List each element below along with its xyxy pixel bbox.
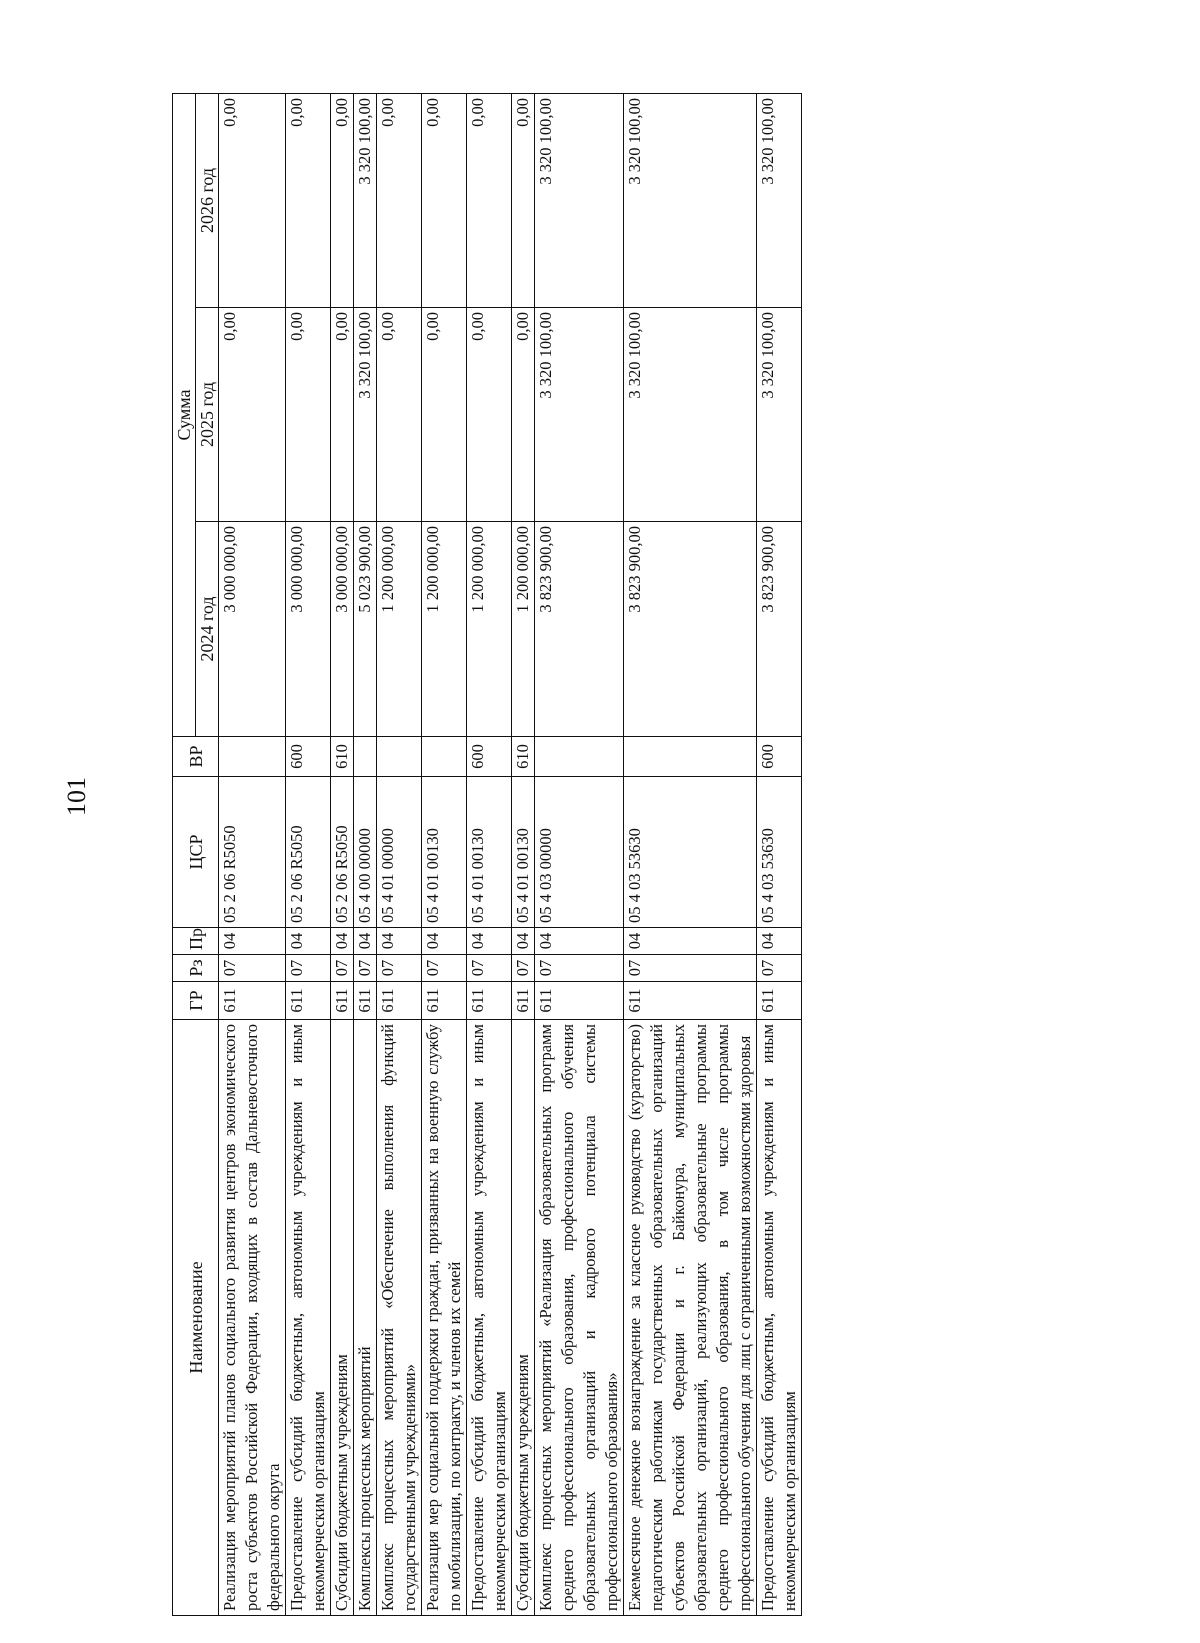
table-row xyxy=(331,93,354,1615)
row-sum-2024: 1 200 000,00 xyxy=(467,522,512,737)
row-vr xyxy=(219,737,286,777)
row-sum-2026: 3 320 100,00 xyxy=(757,93,802,307)
row-csr: 05 4 03 53630 xyxy=(624,777,757,928)
row-gr: 611 xyxy=(512,982,535,1020)
header-year-2026: 2026 год xyxy=(196,93,219,307)
row-vr: 610 xyxy=(512,737,535,777)
row-sum-2026: 0,00 xyxy=(331,93,354,307)
row-gr: 611 xyxy=(219,982,286,1020)
row-gr: 611 xyxy=(422,982,467,1020)
row-name: Предоставление субсидий бюджетным, автономным учреждениям и иным некоммерческим организациям xyxy=(467,1020,512,1616)
row-name: Субсидии бюджетным учреждениям xyxy=(512,1020,535,1616)
row-vr xyxy=(535,737,624,777)
row-sum-2026: 3 320 100,00 xyxy=(535,93,624,307)
budget-table xyxy=(172,93,802,1616)
table-row xyxy=(535,93,624,1615)
row-sum-2026: 0,00 xyxy=(219,93,286,307)
row-sum-2026: 3 320 100,00 xyxy=(354,93,377,307)
row-pr: 04 xyxy=(757,928,802,955)
row-pr: 04 xyxy=(467,928,512,955)
header-year-2024: 2024 год xyxy=(196,522,219,737)
row-pr: 04 xyxy=(331,928,354,955)
row-sum-2025: 0,00 xyxy=(219,308,286,522)
row-rz: 07 xyxy=(757,955,802,982)
row-gr: 611 xyxy=(624,982,757,1020)
row-sum-2025: 0,00 xyxy=(512,308,535,522)
row-sum-2026: 0,00 xyxy=(467,93,512,307)
row-sum-2025: 3 320 100,00 xyxy=(354,308,377,522)
row-rz: 07 xyxy=(535,955,624,982)
row-name: Предоставление субсидий бюджетным, автономным учреждениям и иным некоммерческим организациям xyxy=(286,1020,331,1616)
table-row xyxy=(354,93,377,1615)
header-year-2025: 2025 год xyxy=(196,308,219,522)
row-sum-2026: 0,00 xyxy=(286,93,331,307)
header-sum: Сумма xyxy=(173,93,196,736)
row-name: Реализация мероприятий планов социального развития центров экономического роста субъектов Российской Федерации, входящих в состав Дальневосточного федерального округа xyxy=(219,1020,286,1616)
row-sum-2025: 0,00 xyxy=(286,308,331,522)
row-vr: 600 xyxy=(757,737,802,777)
row-sum-2025: 0,00 xyxy=(467,308,512,522)
row-pr: 04 xyxy=(354,928,377,955)
row-name: Комплексы процессных мероприятий xyxy=(354,1020,377,1616)
row-csr: 05 4 03 53630 xyxy=(757,777,802,928)
row-csr: 05 4 03 00000 xyxy=(535,777,624,928)
row-sum-2025: 3 320 100,00 xyxy=(757,308,802,522)
row-csr: 05 4 01 00130 xyxy=(467,777,512,928)
row-gr: 611 xyxy=(286,982,331,1020)
row-vr: 600 xyxy=(286,737,331,777)
header-row-1 xyxy=(173,93,196,1615)
budget-table-rotated xyxy=(172,94,1052,1616)
row-rz: 07 xyxy=(467,955,512,982)
row-csr: 05 4 01 00130 xyxy=(422,777,467,928)
row-sum-2024: 5 023 900,00 xyxy=(354,522,377,737)
row-name: Реализация мер социальной поддержки граждан, призванных на военную службу по мобилизации, по контракту, и членов их семей xyxy=(422,1020,467,1616)
row-rz: 07 xyxy=(624,955,757,982)
row-sum-2025: 3 320 100,00 xyxy=(624,308,757,522)
row-csr: 05 2 06 R5050 xyxy=(286,777,331,928)
row-gr: 611 xyxy=(757,982,802,1020)
row-vr xyxy=(624,737,757,777)
table-row xyxy=(624,93,757,1615)
row-name: Ежемесячное денежное вознаграждение за классное руководство (кураторство) педагогическим работникам государственных образовательных организаций субъектов Российской Федерации и г. Байконура, муниципальных образовательных организаций, реализующих образовательные программы среднего профессионального образования, в том числе программы профессионального обучения для лиц с ограниченными возможностями здоровья xyxy=(624,1020,757,1616)
row-gr: 611 xyxy=(467,982,512,1020)
row-sum-2024: 3 000 000,00 xyxy=(331,522,354,737)
row-rz: 07 xyxy=(331,955,354,982)
row-rz: 07 xyxy=(219,955,286,982)
row-sum-2026: 0,00 xyxy=(377,93,422,307)
row-sum-2024: 3 000 000,00 xyxy=(219,522,286,737)
table-row xyxy=(219,93,286,1615)
row-pr: 04 xyxy=(535,928,624,955)
header-csr: ЦСР xyxy=(173,777,219,928)
row-gr: 611 xyxy=(331,982,354,1020)
row-name: Комплекс процессных мероприятий «Обеспечение выполнения функций государственными учреждениями» xyxy=(377,1020,422,1616)
row-sum-2025: 0,00 xyxy=(331,308,354,522)
row-vr xyxy=(354,737,377,777)
row-pr: 04 xyxy=(624,928,757,955)
row-name: Комплекс процессных мероприятий «Реализация образовательных программ среднего профессионального образования, профессионального обучения образовательных организаций и кадрового потенциала системы профессионального образования» xyxy=(535,1020,624,1616)
row-vr: 600 xyxy=(467,737,512,777)
page-number: 101 xyxy=(62,777,91,816)
row-sum-2024: 1 200 000,00 xyxy=(422,522,467,737)
row-sum-2025: 0,00 xyxy=(422,308,467,522)
row-csr: 05 4 01 00130 xyxy=(512,777,535,928)
row-pr: 04 xyxy=(512,928,535,955)
table-row xyxy=(422,93,467,1615)
row-name: Субсидии бюджетным учреждениям xyxy=(331,1020,354,1616)
row-sum-2024: 3 000 000,00 xyxy=(286,522,331,737)
header-rz: Рз xyxy=(173,955,219,982)
row-sum-2026: 3 320 100,00 xyxy=(624,93,757,307)
row-rz: 07 xyxy=(512,955,535,982)
table-row xyxy=(377,93,422,1615)
row-rz: 07 xyxy=(377,955,422,982)
row-pr: 04 xyxy=(219,928,286,955)
row-vr xyxy=(422,737,467,777)
row-pr: 04 xyxy=(286,928,331,955)
header-name: Наименование xyxy=(173,1020,219,1616)
row-csr: 05 2 06 R5050 xyxy=(331,777,354,928)
row-sum-2026: 0,00 xyxy=(512,93,535,307)
row-vr: 610 xyxy=(331,737,354,777)
row-pr: 04 xyxy=(422,928,467,955)
row-sum-2024: 3 823 900,00 xyxy=(624,522,757,737)
row-gr: 611 xyxy=(535,982,624,1020)
row-sum-2024: 1 200 000,00 xyxy=(377,522,422,737)
row-rz: 07 xyxy=(286,955,331,982)
row-gr: 611 xyxy=(354,982,377,1020)
row-pr: 04 xyxy=(377,928,422,955)
header-gr: ГР xyxy=(173,982,219,1020)
table-row xyxy=(757,93,802,1615)
row-vr xyxy=(377,737,422,777)
row-sum-2024: 3 823 900,00 xyxy=(757,522,802,737)
row-sum-2024: 1 200 000,00 xyxy=(512,522,535,737)
row-name: Предоставление субсидий бюджетным, автономным учреждениям и иным некоммерческим организациям xyxy=(757,1020,802,1616)
row-sum-2025: 0,00 xyxy=(377,308,422,522)
row-rz: 07 xyxy=(354,955,377,982)
row-rz: 07 xyxy=(422,955,467,982)
table-row xyxy=(467,93,512,1615)
header-pr: Пр xyxy=(173,928,219,955)
row-csr: 05 4 00 00000 xyxy=(354,777,377,928)
row-sum-2026: 0,00 xyxy=(422,93,467,307)
row-sum-2024: 3 823 900,00 xyxy=(535,522,624,737)
table-row xyxy=(512,93,535,1615)
row-sum-2025: 3 320 100,00 xyxy=(535,308,624,522)
table-row xyxy=(286,93,331,1615)
row-gr: 611 xyxy=(377,982,422,1020)
row-csr: 05 2 06 R5050 xyxy=(219,777,286,928)
header-vr: ВР xyxy=(173,737,219,777)
row-csr: 05 4 01 00000 xyxy=(377,777,422,928)
